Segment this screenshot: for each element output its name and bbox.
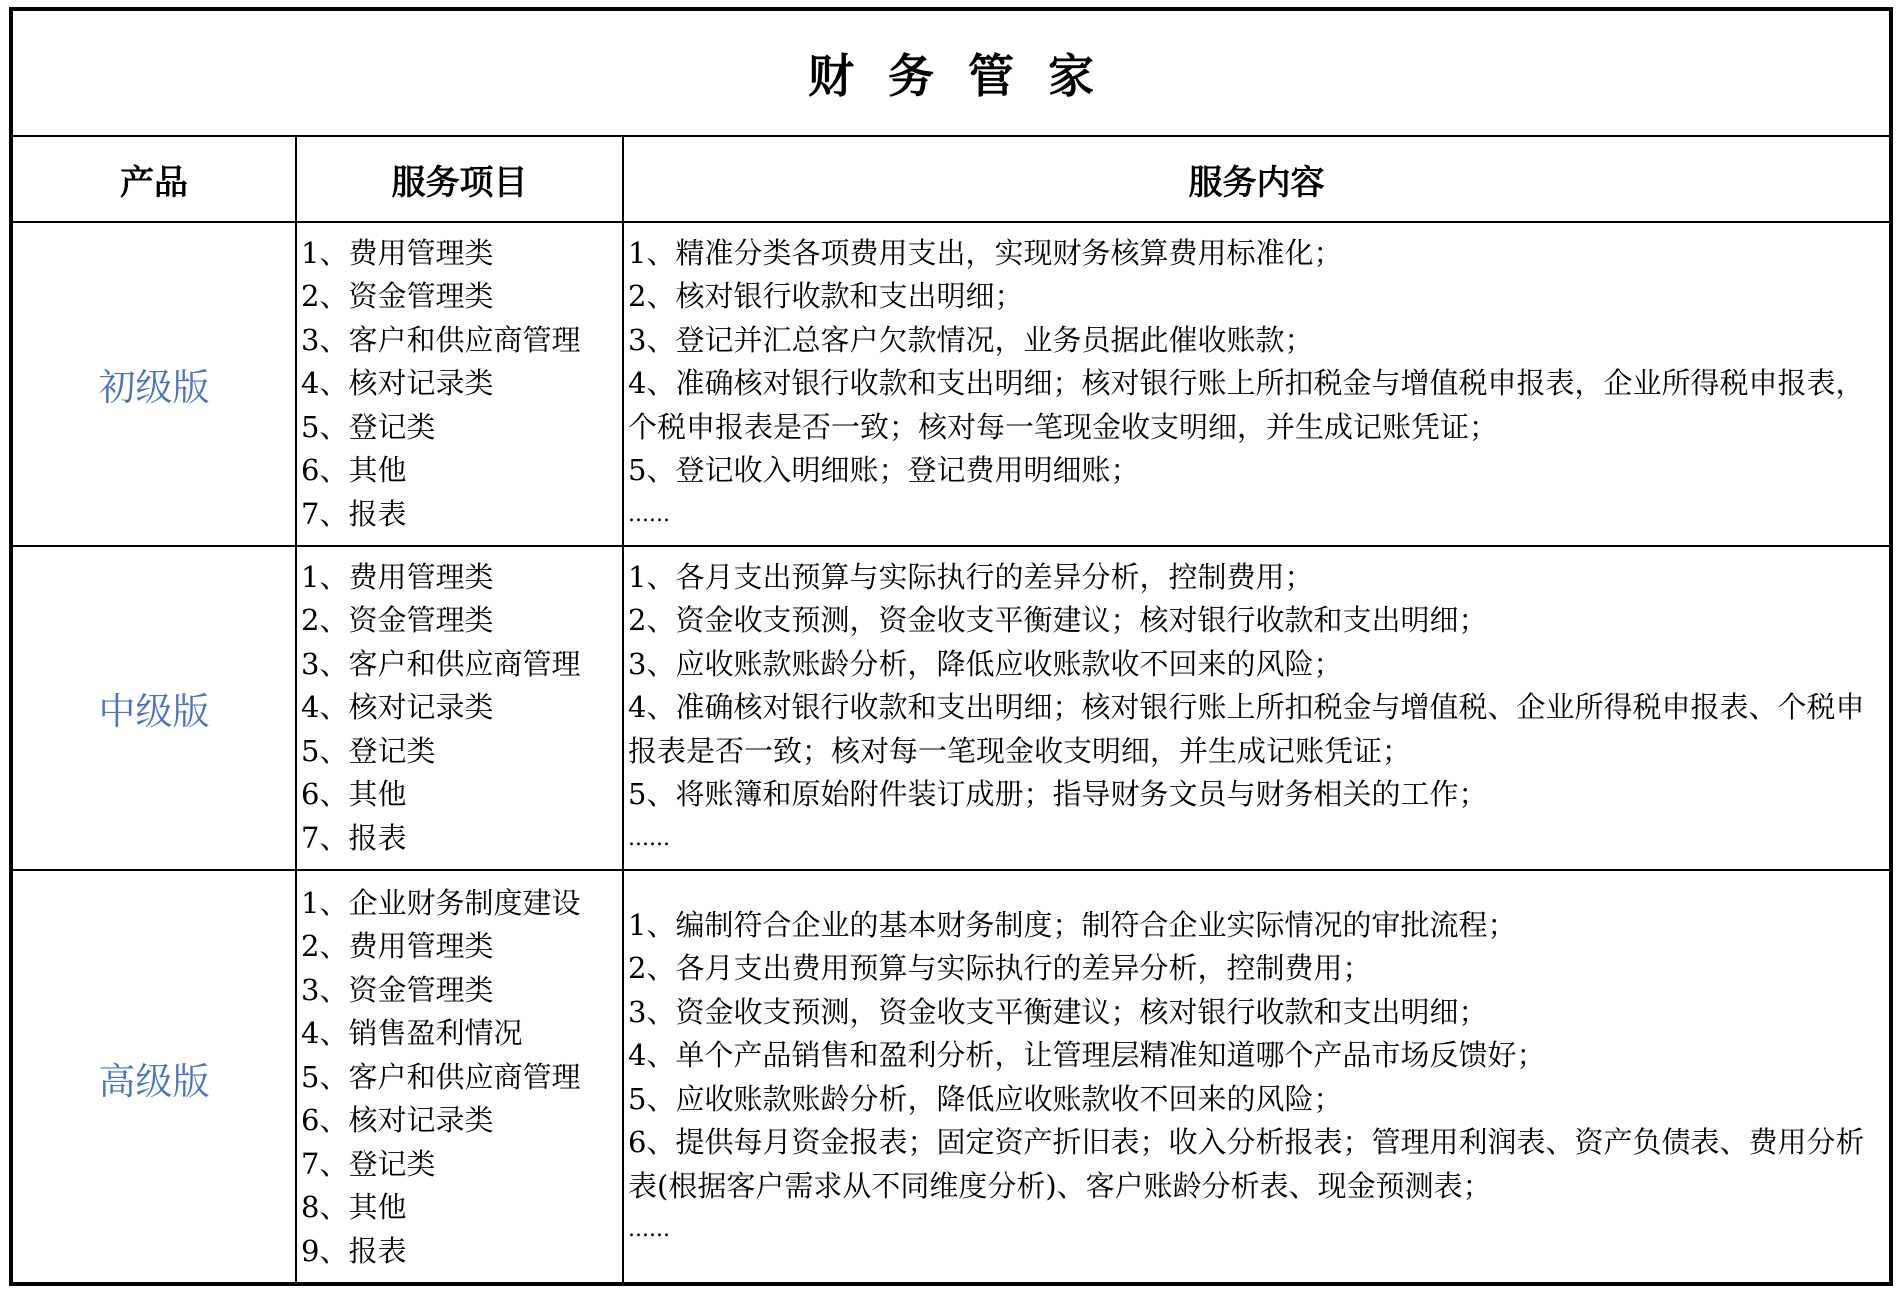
- content-item: 1、各月支出预算与实际执行的差异分析，控制费用；: [628, 559, 1314, 594]
- table-title: 财务管家: [13, 11, 1889, 136]
- list-item: 5、登记类: [301, 733, 436, 768]
- header-service-content: 服务内容: [623, 136, 1889, 222]
- list-item: 2、费用管理类: [301, 929, 494, 964]
- list-item: 4、核对记录类: [301, 366, 494, 401]
- content-item: 1、精准分类各项费用支出，实现财务核算费用标准化；: [628, 235, 1343, 270]
- tier-row-advanced: [13, 870, 1889, 1284]
- list-item: 3、客户和供应商管理: [301, 322, 581, 357]
- service-table: [13, 11, 1889, 1284]
- list-item: 6、核对记录类: [301, 1103, 494, 1138]
- tier-content: [623, 546, 1889, 870]
- content-item: 6、提供每月资金报表；固定资产折旧表；收入分析报表；管理用利润表、资产负债表、费用分析表(根据客户需求从不同维度分析)、客户账龄分析表、现金预测表；: [628, 1125, 1865, 1203]
- content-item: 5、应收账款账龄分析，降低应收账款收不回来的风险；: [628, 1081, 1343, 1116]
- content-ellipsis: ......: [628, 1217, 670, 1242]
- content-ellipsis: ......: [628, 825, 670, 851]
- content-item: 2、各月支出费用预算与实际执行的差异分析，控制费用；: [628, 951, 1372, 985]
- list-item: 2、资金管理类: [301, 603, 494, 638]
- list-item: 2、资金管理类: [301, 279, 494, 314]
- tier-items: [296, 222, 623, 546]
- header-row: [13, 136, 1889, 222]
- tier-row-intermediate: [13, 546, 1889, 870]
- tier-name: 中级版: [13, 546, 296, 870]
- content-item: 2、核对银行收款和支出明细；: [628, 279, 1024, 314]
- content-item: 3、资金收支预测，资金收支平衡建议；核对银行收款和支出明细；: [628, 994, 1488, 1029]
- header-product: 产品: [13, 136, 296, 222]
- list-item: 1、企业财务制度建设: [301, 885, 581, 920]
- list-item: 8、其他: [301, 1190, 407, 1225]
- list-item: 3、客户和供应商管理: [301, 646, 581, 681]
- list-item: 3、资金管理类: [301, 972, 494, 1007]
- list-item: 1、费用管理类: [301, 559, 494, 594]
- tier-items: [296, 546, 623, 870]
- content-item: 5、登记收入明细账；登记费用明细账；: [628, 453, 1140, 488]
- tier-content: [623, 222, 1889, 546]
- list-item: 4、核对记录类: [301, 690, 494, 725]
- list-item: 5、登记类: [301, 409, 436, 444]
- content-item: 3、登记并汇总客户欠款情况，业务员据此催收账款；: [628, 322, 1314, 357]
- tier-row-basic: [13, 222, 1889, 546]
- content-item: 4、准确核对银行收款和支出明细；核对银行账上所扣税金与增值税、企业所得税申报表、个税申报表是否一致；核对每一笔现金收支明细，并生成记账凭证；: [628, 690, 1865, 768]
- tier-items: [296, 870, 623, 1284]
- list-item: 7、登记类: [301, 1146, 436, 1181]
- list-item: 7、报表: [301, 496, 407, 531]
- tier-name: 初级版: [13, 222, 296, 546]
- service-table-frame: [9, 7, 1893, 1286]
- list-item: 7、报表: [301, 820, 407, 855]
- list-item: 9、报表: [301, 1233, 407, 1268]
- header-service-items: 服务项目: [296, 136, 623, 222]
- content-item: 4、单个产品销售和盈利分析，让管理层精准知道哪个产品市场反馈好；: [628, 1038, 1546, 1072]
- list-item: 1、费用管理类: [301, 235, 494, 270]
- content-item: 1、编制符合企业的基本财务制度；制符合企业实际情况的审批流程；: [628, 907, 1517, 942]
- list-item: 6、其他: [301, 777, 407, 812]
- content-item: 3、应收账款账龄分析，降低应收账款收不回来的风险；: [628, 646, 1343, 681]
- content-item: 4、准确核对银行收款和支出明细；核对银行账上所扣税金与增值税申报表，企业所得税申报表，个税申报表是否一致；核对每一笔现金收支明细，并生成记账凭证；: [628, 366, 1865, 444]
- content-item: 5、将账簿和原始附件装订成册；指导财务文员与财务相关的工作；: [628, 777, 1488, 812]
- content-ellipsis: ......: [628, 501, 670, 527]
- content-item: 2、资金收支预测，资金收支平衡建议；核对银行收款和支出明细；: [628, 603, 1488, 638]
- list-item: 6、其他: [301, 453, 407, 488]
- tier-content: [623, 870, 1889, 1284]
- list-item: 5、客户和供应商管理: [301, 1059, 581, 1094]
- tier-name: 高级版: [13, 870, 296, 1284]
- list-item: 4、销售盈利情况: [301, 1016, 523, 1051]
